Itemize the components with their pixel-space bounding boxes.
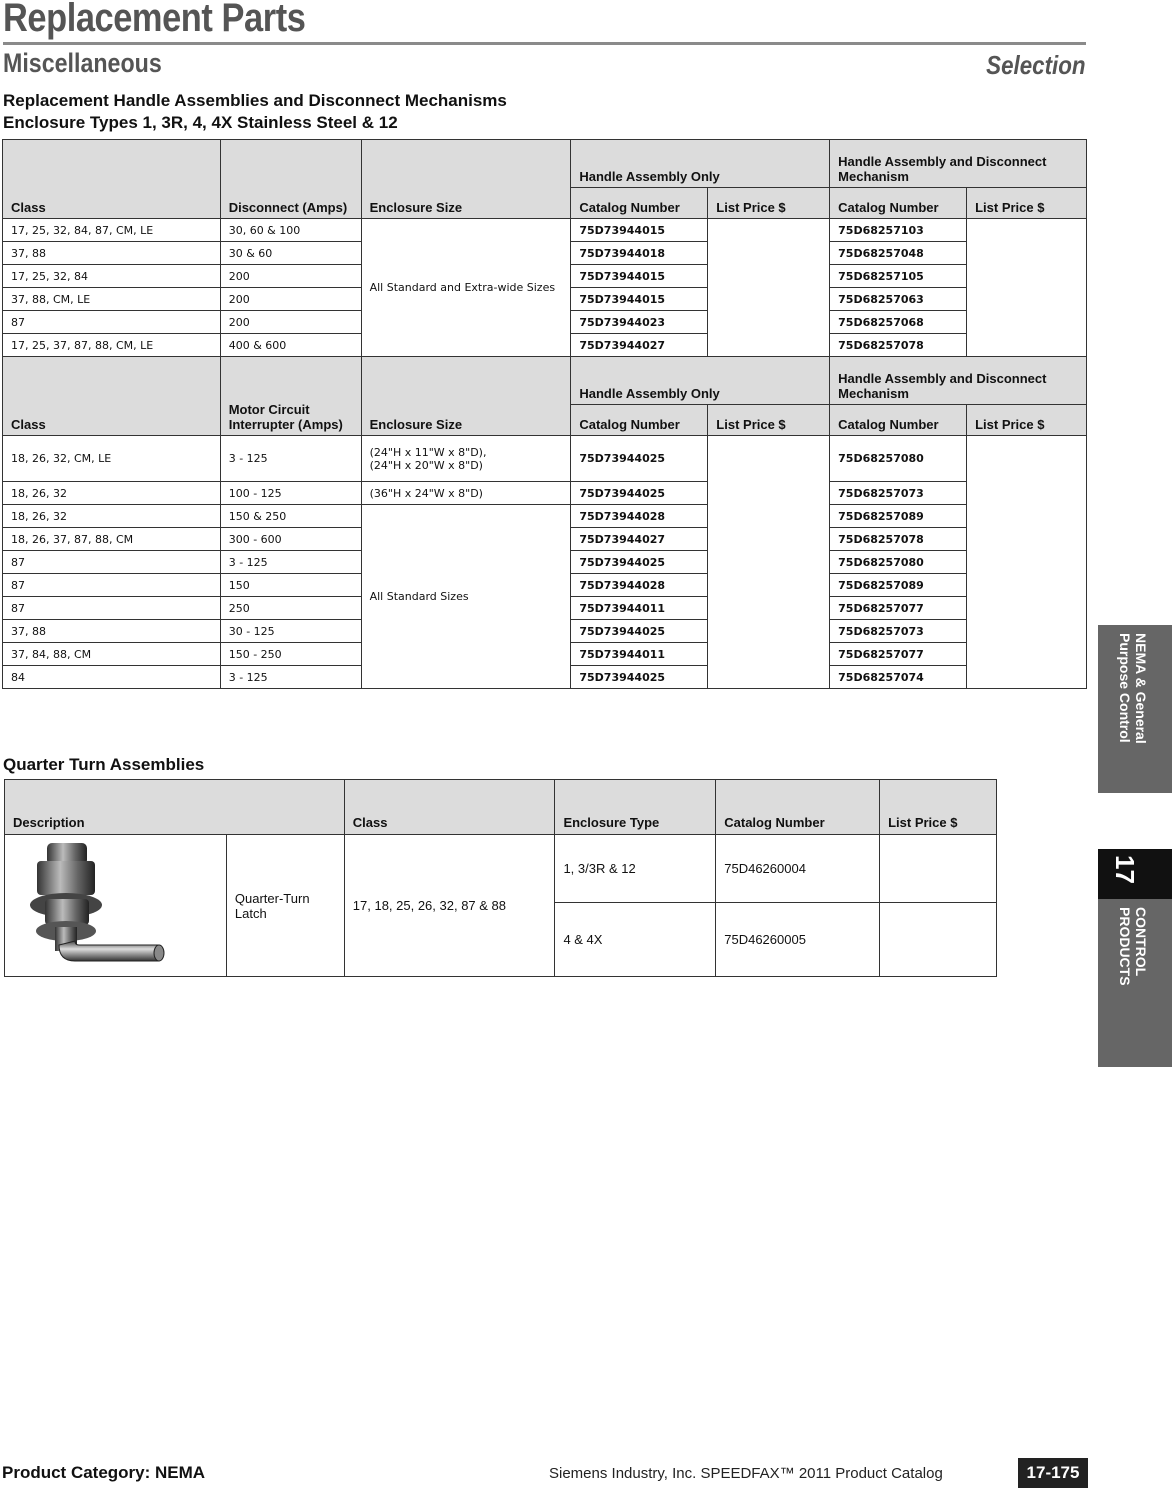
cell-catalog: 75D68257048	[830, 242, 967, 265]
col-header-class: Class	[344, 780, 555, 835]
cell-catalog: 75D73944025	[571, 436, 708, 482]
cell-class: 18, 26, 37, 87, 88, CM	[3, 528, 221, 551]
cell-catalog: 75D73944011	[571, 597, 708, 620]
section2-heading: Quarter Turn Assemblies	[3, 755, 205, 774]
col-header-description: Description	[5, 780, 345, 835]
col-header-handle-and-mechanism: Handle Assembly and Disconnect Mechanism	[830, 140, 1087, 188]
page-subtitle: Miscellaneous	[3, 48, 162, 78]
cell-amps: 30, 60 & 100	[220, 219, 361, 242]
cell-amps: 150 & 250	[220, 505, 361, 528]
cell-catalog: 75D68257078	[830, 334, 967, 357]
cell-price	[880, 835, 997, 903]
quarter-turn-table	[4, 779, 997, 977]
col-header-catalog: Catalog Number	[830, 188, 967, 219]
cell-class: 37, 88	[3, 620, 221, 643]
cell-catalog: 75D73944027	[571, 528, 708, 551]
cell-catalog: 75D68257063	[830, 288, 967, 311]
col-header-handle-only: Handle Assembly Only	[571, 140, 830, 188]
col-header-enclosure: Enclosure Size	[361, 357, 571, 436]
page-number: 17-175	[1018, 1458, 1088, 1488]
table-row	[3, 436, 1087, 482]
cell-price	[708, 219, 830, 357]
cell-catalog: 75D73944025	[571, 482, 708, 505]
col-header-enclosure-type: Enclosure Type	[555, 780, 716, 835]
footer-catalog: Siemens Industry, Inc. SPEEDFAX™ 2011 Product Catalog	[549, 1465, 943, 1482]
col-header-class: Class	[3, 140, 221, 219]
cell-amps: 150	[220, 574, 361, 597]
section1-heading-line2: Enclosure Types 1, 3R, 4, 4X Stainless Steel & 12	[3, 113, 398, 132]
cell-amps: 30 - 125	[220, 620, 361, 643]
cell-class: 84	[3, 666, 221, 689]
side-tab-nema-line1: NEMA & General	[1133, 633, 1149, 744]
cell-catalog: 75D68257089	[830, 505, 967, 528]
side-tab-control	[1098, 899, 1172, 1067]
side-tab-control-line1: CONTROL	[1133, 907, 1149, 977]
section-label: Selection	[986, 50, 1086, 80]
cell-catalog: 75D73944025	[571, 551, 708, 574]
cell-catalog: 75D68257089	[830, 574, 967, 597]
cell-catalog: 75D68257074	[830, 666, 967, 689]
cell-catalog: 75D73944015	[571, 265, 708, 288]
cell-class: 18, 26, 32, CM, LE	[3, 436, 221, 482]
cell-catalog: 75D68257078	[830, 528, 967, 551]
cell-class: 87	[3, 551, 221, 574]
col-header-enclosure: Enclosure Size	[361, 140, 571, 219]
cell-catalog: 75D73944015	[571, 288, 708, 311]
col-header-handle-only: Handle Assembly Only	[571, 357, 830, 405]
cell-price	[708, 436, 830, 689]
col-header-disconnect: Disconnect (Amps)	[220, 140, 361, 219]
cell-price	[967, 436, 1087, 689]
cell-catalog: 75D68257080	[830, 551, 967, 574]
col-header-catalog: Catalog Number	[571, 188, 708, 219]
cell-catalog: 75D46260005	[716, 902, 880, 976]
col-header-class: Class	[3, 357, 221, 436]
cell-catalog: 75D68257068	[830, 311, 967, 334]
cell-amps: 250	[220, 597, 361, 620]
latch-image-cell	[5, 835, 227, 977]
cell-enclosure: All Standard Sizes	[361, 505, 571, 689]
cell-catalog: 75D68257077	[830, 643, 967, 666]
cell-class: 18, 26, 32	[3, 505, 221, 528]
cell-class: 37, 84, 88, CM	[3, 643, 221, 666]
cell-catalog: 75D68257073	[830, 482, 967, 505]
footer-category: Product Category: NEMA	[2, 1463, 206, 1482]
cell-price	[880, 902, 997, 976]
cell-class: 18, 26, 32	[3, 482, 221, 505]
col-header-catalog: Catalog Number	[830, 405, 967, 436]
cell-amps: 3 - 125	[220, 666, 361, 689]
cell-catalog: 75D68257080	[830, 436, 967, 482]
cell-catalog: 75D73944025	[571, 620, 708, 643]
enclosure-dim-line: (24"H x 11"W x 8"D),	[369, 445, 487, 459]
enclosure-dim-line: (24"H x 20"W x 8"D)	[369, 458, 483, 472]
page-title: Replacement Parts	[3, 0, 306, 40]
cell-catalog: 75D68257077	[830, 597, 967, 620]
cell-catalog: 75D73944027	[571, 334, 708, 357]
section1-heading	[3, 90, 507, 134]
quarter-turn-latch-image	[9, 837, 185, 971]
cell-catalog: 75D73944015	[571, 219, 708, 242]
cell-catalog: 75D68257073	[830, 620, 967, 643]
cell-catalog: 75D68257105	[830, 265, 967, 288]
table-row	[5, 835, 997, 903]
cell-enclosure	[361, 436, 571, 482]
cell-enclosure-type: 4 & 4X	[555, 902, 716, 976]
table-row	[3, 219, 1087, 242]
cell-class: 87	[3, 311, 221, 334]
cell-class: 17, 25, 32, 84, 87, CM, LE	[3, 219, 221, 242]
col-header-price: List Price $	[880, 780, 997, 835]
handle-assemblies-table	[2, 139, 1087, 689]
table-row	[3, 482, 1087, 505]
cell-catalog: 75D46260004	[716, 835, 880, 903]
col-header-mcp: Motor Circuit Interrupter (Amps)	[220, 357, 361, 436]
cell-class: 37, 88, CM, LE	[3, 288, 221, 311]
chapter-tab	[1098, 849, 1172, 899]
col-header-price: List Price $	[708, 405, 830, 436]
cell-amps: 300 - 600	[220, 528, 361, 551]
cell-class: 87	[3, 574, 221, 597]
chapter-number: 17	[1110, 855, 1140, 884]
cell-amps: 30 & 60	[220, 242, 361, 265]
col-header-handle-and-mechanism: Handle Assembly and Disconnect Mechanism	[830, 357, 1087, 405]
table-row	[3, 505, 1087, 528]
cell-catalog: 75D73944011	[571, 643, 708, 666]
cell-class: 17, 25, 32, 84	[3, 265, 221, 288]
cell-catalog: 75D73944023	[571, 311, 708, 334]
cell-catalog: 75D73944018	[571, 242, 708, 265]
cell-description: Quarter-Turn Latch	[226, 835, 344, 977]
cell-catalog: 75D73944028	[571, 505, 708, 528]
col-header-catalog: Catalog Number	[716, 780, 880, 835]
cell-amps: 400 & 600	[220, 334, 361, 357]
cell-amps: 200	[220, 265, 361, 288]
title-rule	[3, 42, 1086, 45]
col-header-price: List Price $	[708, 188, 830, 219]
cell-enclosure: All Standard and Extra-wide Sizes	[361, 219, 571, 357]
section1-heading-line1: Replacement Handle Assemblies and Disconnect Mechanisms	[3, 91, 507, 110]
cell-amps: 100 - 125	[220, 482, 361, 505]
cell-class: 17, 18, 25, 26, 32, 87 & 88	[344, 835, 555, 977]
side-tab-control-line2: PRODUCTS	[1117, 907, 1133, 986]
cell-catalog: 75D73944028	[571, 574, 708, 597]
col-header-price: List Price $	[967, 405, 1087, 436]
cell-amps: 3 - 125	[220, 436, 361, 482]
cell-amps: 3 - 125	[220, 551, 361, 574]
cell-price	[967, 219, 1087, 357]
cell-class: 17, 25, 37, 87, 88, CM, LE	[3, 334, 221, 357]
side-tab-nema	[1098, 625, 1172, 793]
cell-class: 37, 88	[3, 242, 221, 265]
cell-amps: 200	[220, 311, 361, 334]
cell-catalog: 75D73944025	[571, 666, 708, 689]
cell-enclosure: (36"H x 24"W x 8"D)	[361, 482, 571, 505]
cell-amps: 200	[220, 288, 361, 311]
col-header-catalog: Catalog Number	[571, 405, 708, 436]
cell-amps: 150 - 250	[220, 643, 361, 666]
cell-class: 87	[3, 597, 221, 620]
cell-catalog: 75D68257103	[830, 219, 967, 242]
side-tab-nema-line2: Purpose Control	[1117, 633, 1133, 743]
cell-enclosure-type: 1, 3/3R & 12	[555, 835, 716, 903]
col-header-price: List Price $	[967, 188, 1087, 219]
